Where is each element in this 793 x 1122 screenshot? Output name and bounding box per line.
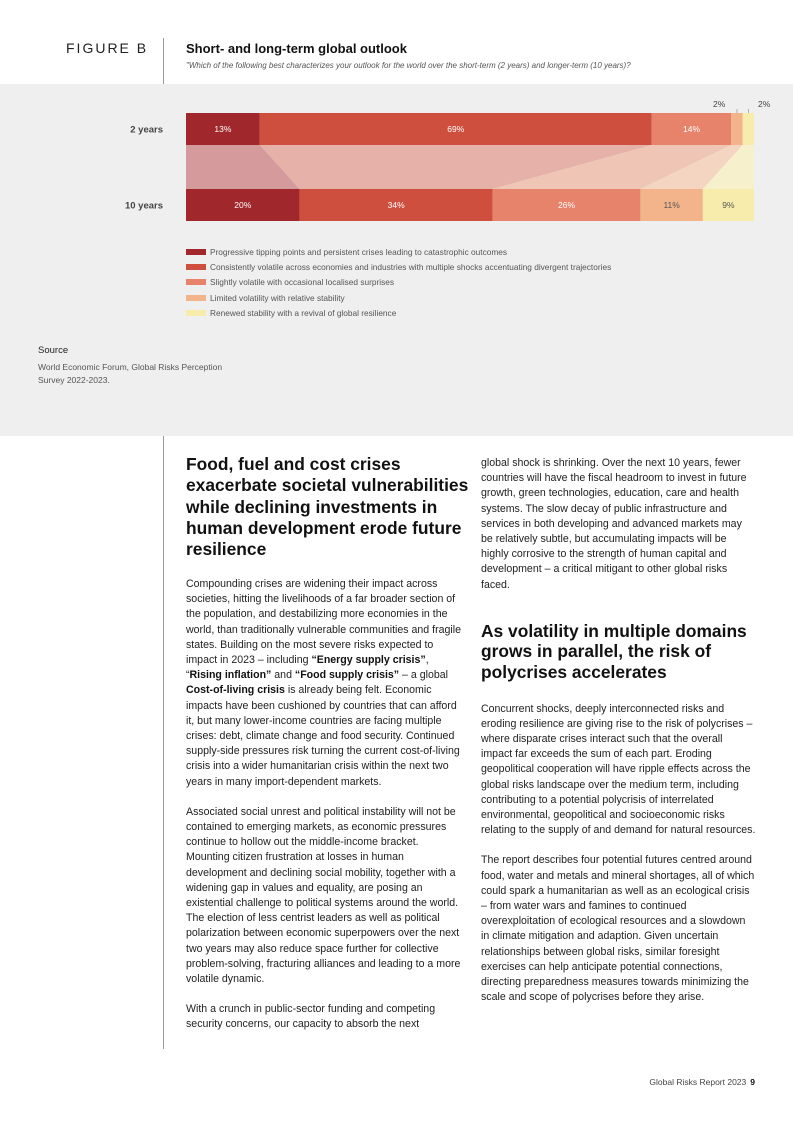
legend-label: Renewed stability with a revival of global resilience bbox=[210, 307, 397, 318]
legend-label: Slightly volatile with occasional localised surprises bbox=[210, 277, 394, 288]
legend-label: Limited volatility with relative stability bbox=[210, 292, 345, 303]
category-label: 2 years bbox=[130, 124, 163, 136]
source-heading: Source bbox=[38, 345, 69, 356]
source-text: World Economic Forum, Global Risks Perception Survey 2022-2023. bbox=[38, 362, 223, 385]
paragraph: Concurrent shocks, deeply interconnected risks and eroding resilience are giving rise to the risk of polycrises – where disparate crises interact such that the overall impact far exceeds the sum of each part. Eroding geopolitical cooperation will have ripple effects across the global risks landscape over the medium term, including contributing to a potential polycrisis of interrelated environmental, geopolitical and socioeconomic risks relating to the supply of and demand for natural resources. bbox=[481, 702, 756, 837]
figure-subtitle: "Which of the following best characterizes your outlook for the world over the short-term (2 years) and longer-term (10 years)? bbox=[186, 61, 631, 70]
page-number: 9 bbox=[750, 1077, 755, 1087]
data-label: 2% bbox=[758, 99, 771, 109]
data-label: 20% bbox=[234, 200, 252, 210]
left-column bbox=[186, 577, 461, 1048]
divider-line bbox=[163, 38, 164, 85]
data-label: 2% bbox=[712, 99, 726, 109]
data-label: 13% bbox=[214, 124, 232, 134]
paragraph: The report describes four potential futures centred around food, water and metals and mineral shortages, all of which could spark a humanitarian as well as an ecological crisis – from water wars and famines to continued overexploitation of ecological resources and a slowdown in climate mitigation and adaption. Given uncertain relationships between global risks, similar foresight exercises can help anticipate potential connections, directing preparedness measures towards minimizing the scale and scope of polycrises before they arise. bbox=[481, 854, 755, 1004]
legend-swatch bbox=[186, 295, 206, 301]
right-column bbox=[481, 456, 756, 1020]
data-label: 69% bbox=[447, 124, 465, 134]
report-name: Global Risks Report 2023 bbox=[649, 1077, 747, 1087]
legend-label: Consistently volatile across economies and industries with multiple shocks accentuating divergent trajectories bbox=[210, 261, 612, 272]
legend-swatch bbox=[186, 249, 206, 255]
bar-segment bbox=[731, 113, 742, 145]
legend-item bbox=[186, 259, 611, 274]
page-footer bbox=[649, 1077, 755, 1087]
section-heading: As volatility in multiple domains grows in parallel, the risk of polycrises accelerates bbox=[481, 620, 747, 683]
paragraph: Associated social unrest and political instability will not be contained to emerging markets, as economic pressures continue to hollow out the middle-income bracket. Mounting citizen frustration at losses in human development and declining social mobility, together with a widening gap in values and equality, are posing an existential challenge to political systems around the world. The election of less centrist leaders as well as political polarization between economic superpowers over the next two years may also reduce space further for collective problem-solving, fracturing alliances and leading to a more volatile dynamic. bbox=[186, 805, 461, 986]
paragraph: Compounding crises are widening their impact across societies, hitting the livelihoods of a far broader section of the population, and destabilizing more economies in the world, than traditionally vulnerable communities and fragile states. Building on the most severe risks expected to impact in 2023 – including “Energy supply crisis”, “Rising inflation” and “Food supply crisis” – a global Cost-of-living crisis is already being felt. Economic impacts have been cushioned by countries that can afford it, but many lower-income countries are facing multiple crises: debt, climate change and food security. Continued supply-side pressures risk turning the current cost-of-living crisis into a wider humanitarian crisis within the next two years in many import-dependent markets. bbox=[186, 578, 461, 788]
data-label: 34% bbox=[387, 200, 405, 210]
legend-label: Progressive tipping points and persistent crises leading to catastrophic outcomes bbox=[210, 246, 508, 257]
column-divider bbox=[163, 436, 164, 1049]
data-label: 11% bbox=[663, 200, 680, 210]
section-heading: Food, fuel and cost crises exacerbate societal vulnerabilities while declining investments in human development erode future resilience bbox=[186, 454, 469, 560]
legend-item bbox=[186, 290, 611, 305]
legend-swatch bbox=[186, 279, 206, 285]
chart-legend bbox=[186, 244, 611, 320]
legend-swatch bbox=[186, 310, 206, 316]
data-label: 14% bbox=[683, 124, 701, 134]
paragraph: global shock is shrinking. Over the next 10 years, fewer countries will have the fiscal headroom to invest in future growth, green technologies, education, care and health systems. The slow decay of public infrastructure and services in both developing and advanced markets may be relatively subtle, but accumulating impacts will be highly corrosive to the strength of human capital and development – a critical mitigant to other global risks faced. bbox=[481, 457, 747, 591]
legend-item bbox=[186, 244, 611, 259]
figure-title: Short- and long-term global outlook bbox=[186, 41, 407, 56]
data-label: 9% bbox=[722, 200, 735, 210]
legend-swatch bbox=[186, 264, 206, 270]
legend-item bbox=[186, 275, 611, 290]
bar-segment bbox=[743, 113, 754, 145]
category-label: 10 years bbox=[124, 200, 163, 212]
figure-label: FIGURE B bbox=[66, 40, 149, 56]
paragraph: With a crunch in public-sector funding and competing security concerns, our capacity to absorb the next bbox=[186, 1003, 436, 1031]
legend-item bbox=[186, 305, 611, 320]
data-label: 26% bbox=[558, 200, 576, 210]
stacked-bar-chart bbox=[0, 84, 793, 234]
